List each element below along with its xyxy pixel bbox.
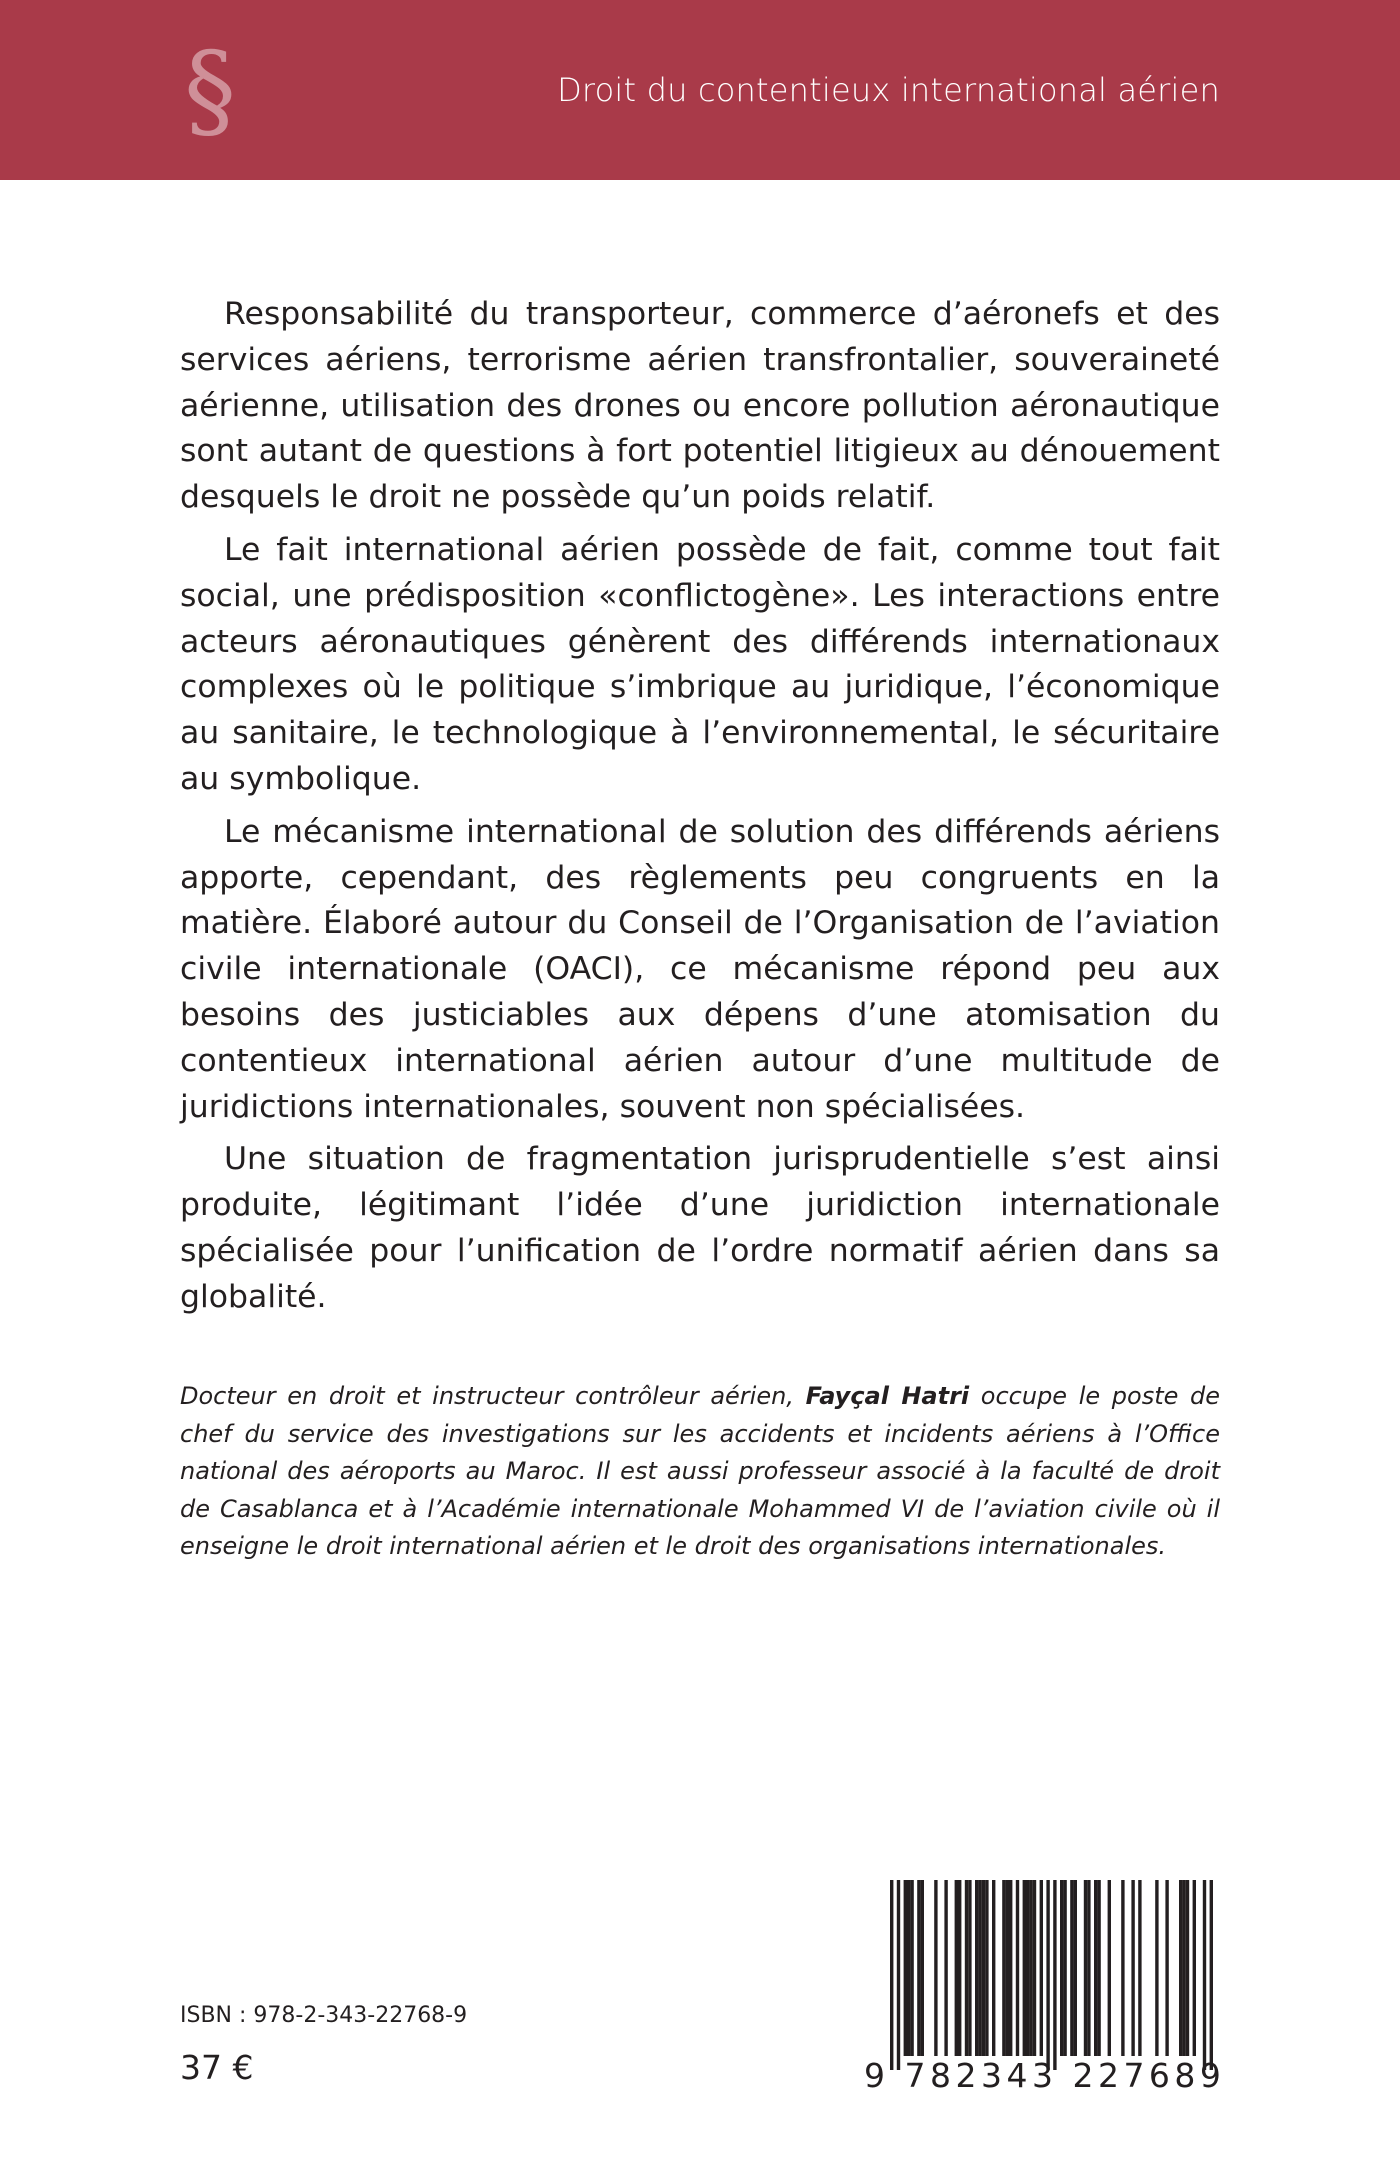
barcode-bar bbox=[968, 1880, 971, 2056]
barcode-bar bbox=[1097, 1880, 1100, 2056]
author-bio-intro: Docteur en droit et instructeur contrôleur aérien, bbox=[180, 1382, 806, 1410]
barcode-bar bbox=[1002, 1880, 1005, 2056]
barcode-bar bbox=[1033, 1880, 1036, 2056]
barcode-bar bbox=[1138, 1880, 1141, 2056]
barcode-bar bbox=[1040, 1880, 1043, 2056]
barcode-bar bbox=[1009, 1880, 1012, 2056]
barcode-bar bbox=[975, 1880, 978, 2056]
barcode-bar bbox=[1203, 1880, 1206, 2070]
summary-paragraph-3: Le mécanisme international de solution des différends aériens apporte, cependant, des règlements peu congruents en la matière. Élaboré autour du Conseil de l’Organisation de l’aviation civile internationale (OACI), ce mécanisme répond peu aux besoins des justiciables aux dépens d’une atomisation du contentieux international aérien autour d’une multitude de juridictions internationales, souvent non spécialisées. bbox=[180, 813, 1220, 1125]
barcode-bar bbox=[1016, 1880, 1019, 2056]
barcode-bar bbox=[992, 1880, 995, 2056]
barcode-bar bbox=[1074, 1880, 1077, 2056]
barcode-bar bbox=[1023, 1880, 1026, 2056]
barcode-bar bbox=[1046, 1880, 1049, 2070]
barcode-bar bbox=[1094, 1880, 1097, 2056]
barcode-bar bbox=[921, 1880, 924, 2056]
barcode-bar bbox=[965, 1880, 968, 2056]
barcode-bar bbox=[1193, 1880, 1196, 2056]
barcode-digits: 9 782343 227689 bbox=[864, 2056, 1226, 2095]
barcode-bar bbox=[958, 1880, 961, 2056]
author-bio-body: occupe le poste de chef du service des investigations sur les accidents et incidents aériens à l’Office national des aéroports au Maroc. Il est aussi professeur associé à la faculté de droit de Casablanca et à l’Académie internationale Mohammed VI de l’aviation civile où il enseigne le droit international aérien et le droit des organisations internationales. bbox=[180, 1382, 1221, 1560]
barcode-bar bbox=[1029, 1880, 1032, 2056]
barcode-bar bbox=[1108, 1880, 1111, 2056]
barcode-bar bbox=[890, 1880, 893, 2070]
summary-paragraph-2: Le fait international aérien possède de fait, comme tout fait social, une prédisposition «conflictogène». Les interactions entre acteurs aéronautiques génèrent des différends internationaux complexes où le politique s’imbrique au juridique, l’économique au sanitaire, le technologique à l’environnemental, le sécuritaire au symbolique. bbox=[180, 531, 1220, 797]
barcode-bar bbox=[917, 1880, 920, 2056]
price-label: 37 € bbox=[180, 2048, 254, 2087]
barcode-bar bbox=[944, 1880, 947, 2056]
barcode-bar bbox=[1070, 1880, 1073, 2056]
barcode-bar bbox=[1087, 1880, 1090, 2056]
barcode-bar bbox=[982, 1880, 985, 2056]
barcode-bar bbox=[910, 1880, 913, 2056]
barcode-bar bbox=[1210, 1880, 1213, 2070]
barcode-bar bbox=[904, 1880, 907, 2056]
header-band bbox=[0, 0, 1400, 180]
author-name: Fayçal Hatri bbox=[805, 1382, 970, 1410]
barcode-bar bbox=[1053, 1880, 1056, 2070]
author-bio bbox=[180, 1378, 1220, 1566]
series-title: Droit du contentieux international aérien bbox=[557, 71, 1220, 109]
summary-paragraph-1: Responsabilité du transporteur, commerce d’aéronefs et des services aériens, terrorisme aérien transfrontalier, souveraineté aérienne, utilisation des drones ou encore pollution aéronautique sont autant de questions à fort potentiel litigieux au dénouement desquels le droit ne possède qu’un poids relatif. bbox=[180, 296, 1220, 516]
barcode-bar bbox=[1121, 1880, 1124, 2056]
barcode-bar bbox=[897, 1880, 900, 2070]
barcode-bar bbox=[1182, 1880, 1185, 2056]
isbn-label: ISBN : 978-2-343-22768-9 bbox=[180, 2003, 468, 2028]
barcode-bar bbox=[1131, 1880, 1134, 2056]
barcode-bar bbox=[1165, 1880, 1168, 2056]
barcode-bar bbox=[985, 1880, 988, 2056]
section-symbol-icon: § bbox=[184, 29, 236, 151]
summary-paragraph-4: Une situation de fragmentation jurisprudentielle s’est ainsi produite, légitimant l’idée d’une juridiction internationale spécialisée pour l’unification de l’ordre normatif aérien dans sa globalité. bbox=[180, 1141, 1220, 1315]
barcode-bar bbox=[1026, 1880, 1029, 2056]
barcode-bar bbox=[978, 1880, 981, 2056]
barcode bbox=[864, 1878, 1224, 2094]
barcode-bar bbox=[955, 1880, 958, 2056]
barcode-bar bbox=[1060, 1880, 1063, 2056]
barcode-bar bbox=[1179, 1880, 1182, 2056]
barcode-bar bbox=[934, 1880, 937, 2056]
barcode-bar bbox=[1186, 1880, 1189, 2056]
barcode-bar bbox=[1063, 1880, 1066, 2056]
summary-text bbox=[180, 292, 1220, 1328]
barcode-bar bbox=[1155, 1880, 1158, 2056]
barcode-bar bbox=[1084, 1880, 1087, 2056]
barcode-bar bbox=[907, 1880, 910, 2056]
barcode-bar bbox=[1006, 1880, 1009, 2056]
